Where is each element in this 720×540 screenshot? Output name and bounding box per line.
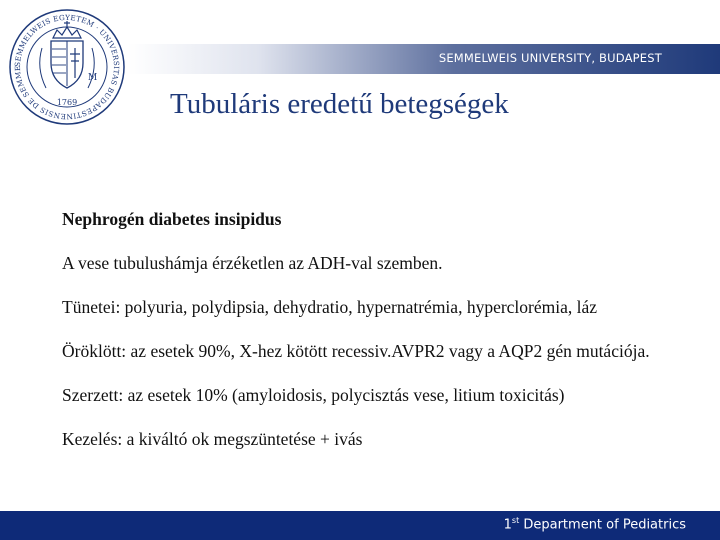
paragraph-definition: A vese tubulushámja érzéketlen az ADH-val szemben. [62, 253, 443, 273]
department-label [504, 516, 686, 532]
department-ordinal-suffix: st [511, 516, 520, 525]
section-heading: Nephrogén diabetes insipidus [62, 209, 282, 229]
department-ordinal: 1 [503, 517, 512, 533]
slide-content [62, 208, 702, 472]
footer-bar [0, 511, 720, 540]
department-name: Department of Pediatrics [523, 517, 686, 533]
paragraph-acquired: Szerzett: az esetek 10% (amyloidosis, polycisztás vese, litium toxicitás) [62, 385, 565, 405]
paragraph-symptoms: Tünetei: polyuria, polydipsia, dehydratio, hypernatrémia, hyperclorémia, láz [62, 297, 598, 317]
seal-year: 1769 [56, 98, 78, 107]
university-seal [8, 8, 126, 126]
paragraph-treatment: Kezelés: a kiváltó ok megszüntetése + ivás [62, 429, 363, 449]
slide-title: Tubuláris eredetű betegségek [170, 88, 509, 120]
header-banner [128, 44, 720, 74]
svg-text:M: M [88, 73, 98, 83]
university-name: SEMMELWEIS UNIVERSITY, BUDAPEST [438, 51, 662, 65]
seal-ring-text: SEMMELWEIS EGYETEM · UNIVERSITAS BUDAPESTINENSIS DE SEMME [12, 12, 122, 122]
paragraph-inherited: Öröklött: az esetek 90%, X-hez kötött recessiv.AVPR2 vagy a AQP2 gén mutációja. [62, 341, 650, 361]
